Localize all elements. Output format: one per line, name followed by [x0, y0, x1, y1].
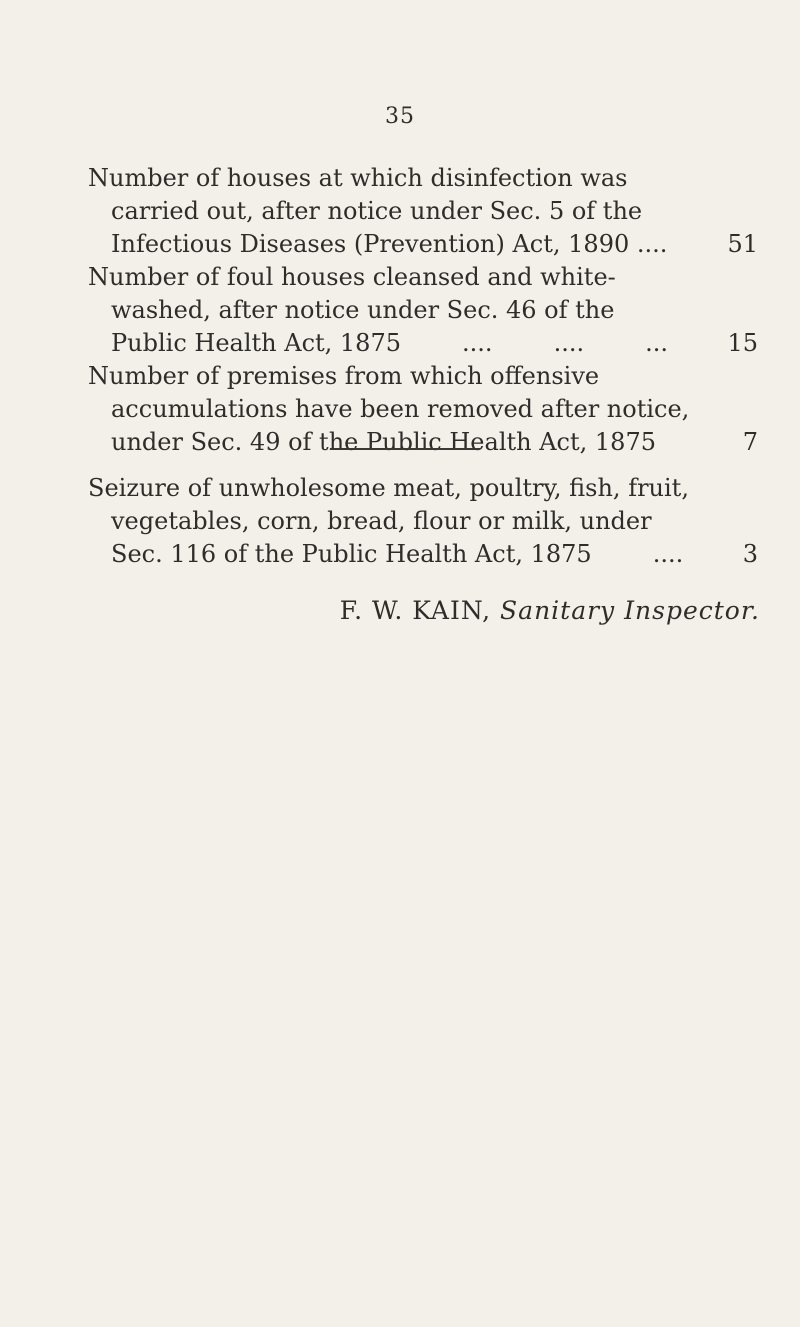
signature-name: F. W. KAIN, [339, 596, 492, 625]
entry-line: Number of premises from which offensive [88, 362, 600, 390]
signature [340, 596, 760, 625]
entry-line: vegetables, corn, bread, flour or milk, under [111, 507, 652, 535]
entry-line-text: Public Health Act, 1875 .... .... ... [111, 329, 669, 357]
entry-line-text: under Sec. 49 of the Public Health Act, 1875 [111, 428, 656, 456]
entry-line-last [88, 327, 758, 360]
entry-line: accumulations have been removed after notice, [111, 395, 690, 423]
entry-unwholesome-food [88, 472, 758, 571]
page-number: 35 [385, 104, 415, 129]
entry-value: 3 [742, 540, 758, 568]
entry-line: washed, after notice under Sec. 46 of the [111, 296, 615, 324]
entry-line: Number of houses at which disinfection was [88, 164, 628, 192]
entry-line-last [88, 538, 758, 571]
entry-value: 15 [727, 329, 758, 357]
entry-foul-houses [88, 261, 758, 360]
entry-line-last [88, 426, 758, 459]
entry-value: 51 [727, 230, 758, 258]
entry-line: Seizure of unwholesome meat, poultry, fish, fruit, [88, 474, 689, 502]
signature-title: Sanitary Inspector. [500, 596, 760, 625]
entry-line: carried out, after notice under Sec. 5 of the [111, 197, 643, 225]
entry-line-text: Infectious Diseases (Prevention) Act, 1890 .... [111, 230, 668, 258]
section-divider [330, 448, 480, 450]
entry-value: 7 [742, 428, 758, 456]
entry-offensive-accumulations [88, 360, 758, 459]
entry-disinfection [88, 162, 758, 261]
entry-line-last [88, 228, 758, 261]
entry-line-text: Sec. 116 of the Public Health Act, 1875 .... [111, 540, 684, 568]
entry-line: Number of foul houses cleansed and white- [88, 263, 616, 291]
